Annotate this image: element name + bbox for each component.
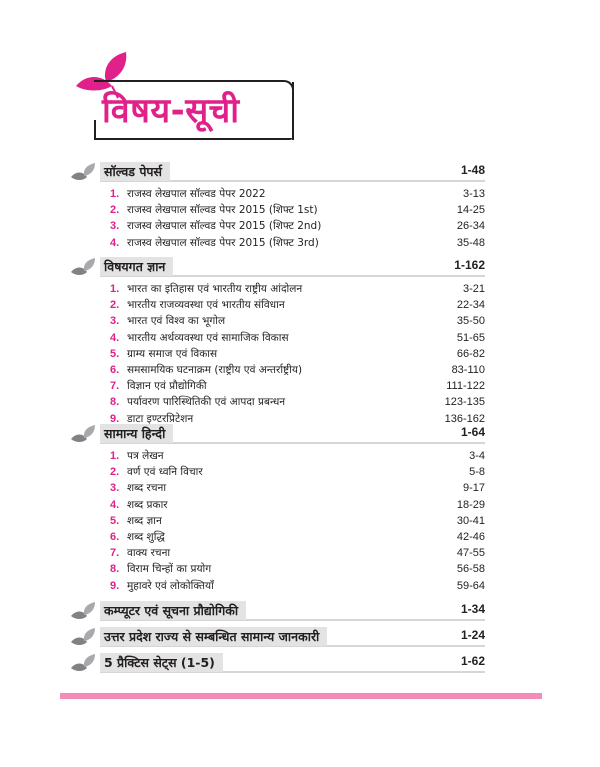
item-pages: 9-17 xyxy=(462,482,485,495)
section-title: 5 प्रैक्टिस सेट्स (1-5) xyxy=(100,653,223,672)
title-frame-bottom xyxy=(94,138,292,140)
item-number: 7. xyxy=(110,380,120,393)
toc-section-solved-papers xyxy=(68,161,488,251)
item-number: 9. xyxy=(110,579,120,592)
toc-item[interactable] xyxy=(68,497,488,513)
toc-item[interactable] xyxy=(68,545,488,561)
item-pages: 123-135 xyxy=(444,396,485,409)
item-pages: 59-64 xyxy=(456,579,485,592)
toc-section-computer xyxy=(68,600,488,622)
item-pages: 111-122 xyxy=(446,380,485,393)
item-number: 5. xyxy=(110,347,120,360)
section-pages: 1-24 xyxy=(460,628,485,642)
item-number: 4. xyxy=(110,498,120,511)
section-header[interactable] xyxy=(68,652,488,674)
item-pages: 3-13 xyxy=(462,188,485,200)
item-title: शब्द प्रकार xyxy=(127,498,168,511)
item-number: 7. xyxy=(110,547,120,560)
item-title: शब्द रचना xyxy=(127,482,167,495)
item-number: 3. xyxy=(110,220,120,233)
item-pages: 14-25 xyxy=(456,204,485,217)
toc-section-practice-sets xyxy=(68,652,488,674)
item-pages: 5-8 xyxy=(469,466,485,479)
item-pages: 47-55 xyxy=(456,547,485,560)
toc-item[interactable] xyxy=(68,346,488,362)
item-number: 3. xyxy=(110,315,120,328)
item-number: 3. xyxy=(110,482,120,495)
item-number: 4. xyxy=(110,236,120,249)
toc-item[interactable] xyxy=(68,313,488,329)
item-number: 4. xyxy=(110,331,120,344)
item-title: भारतीय अर्थव्यवस्था एवं सामाजिक विकास xyxy=(127,331,289,344)
leaf-icon xyxy=(70,628,96,648)
toc-item[interactable] xyxy=(68,464,488,480)
section-title: कम्प्यूटर एवं सूचना प्रौद्योगिकी xyxy=(100,601,246,620)
item-number: 2. xyxy=(110,466,120,479)
title-frame-right xyxy=(292,82,294,140)
leaf-icon xyxy=(70,602,96,622)
item-number: 2. xyxy=(110,204,120,217)
toc-item[interactable] xyxy=(68,378,488,394)
section-pages: 1-64 xyxy=(460,425,485,439)
item-title: पर्यावरण पारिस्थितिकी एवं आपदा प्रबन्धन xyxy=(127,396,286,409)
leaf-icon xyxy=(70,163,96,183)
item-title: राजस्व लेखपाल सॉल्वड पेपर 2015 (शिफ्ट 2nd) xyxy=(127,220,322,233)
item-number: 6. xyxy=(110,363,120,376)
item-title: भारत का इतिहास एवं भारतीय राष्ट्रीय आंदोलन xyxy=(127,283,303,295)
section-pages: 1-48 xyxy=(460,163,485,177)
toc-item[interactable] xyxy=(68,529,488,545)
item-pages: 3-21 xyxy=(462,283,485,295)
toc-section-general-hindi xyxy=(68,423,488,594)
item-title: वाक्य रचना xyxy=(127,547,171,560)
page-title: विषय-सूची xyxy=(102,91,240,131)
item-number: 1. xyxy=(110,450,120,462)
toc-title-block xyxy=(82,60,297,142)
toc-section-up-general-knowledge xyxy=(68,626,488,648)
item-number: 5. xyxy=(110,514,120,527)
item-pages: 30-41 xyxy=(456,514,485,527)
item-number: 6. xyxy=(110,530,120,543)
leaf-icon xyxy=(70,258,96,278)
item-number: 1. xyxy=(110,283,120,295)
item-number: 9. xyxy=(110,412,120,425)
item-pages: 51-65 xyxy=(456,331,485,344)
toc-item[interactable] xyxy=(68,235,488,251)
section-pages: 1-162 xyxy=(454,258,485,272)
toc-item[interactable] xyxy=(68,281,488,297)
footer-divider-bar xyxy=(60,693,542,699)
section-header[interactable] xyxy=(68,600,488,622)
toc-section-subject-knowledge xyxy=(68,256,488,427)
item-title: भारत एवं विश्व का भूगोल xyxy=(127,315,226,328)
item-pages: 83-110 xyxy=(451,363,485,376)
item-pages: 35-50 xyxy=(456,315,485,328)
item-pages: 66-82 xyxy=(456,347,485,360)
item-pages: 42-46 xyxy=(456,530,485,543)
item-pages: 22-34 xyxy=(456,299,485,312)
section-pages: 1-34 xyxy=(460,602,485,616)
section-title: विषयगत ज्ञान xyxy=(100,257,173,276)
item-pages: 56-58 xyxy=(456,563,485,576)
item-title: डाटा इण्टरप्रिटेशन xyxy=(127,412,194,425)
toc-item[interactable] xyxy=(68,394,488,410)
item-title: मुहावरे एवं लोकोक्तियाँ xyxy=(127,579,214,592)
item-pages: 136-162 xyxy=(444,412,485,425)
item-number: 8. xyxy=(110,563,120,576)
item-title: विराम चिन्हों का प्रयोग xyxy=(127,563,212,576)
item-pages: 3-4 xyxy=(469,450,485,462)
toc-item[interactable] xyxy=(68,297,488,313)
item-title: ग्राम्य समाज एवं विकास xyxy=(127,347,218,360)
item-number: 2. xyxy=(110,299,120,312)
toc-item[interactable] xyxy=(68,362,488,378)
item-title: समसामयिक घटनाक्रम (राष्ट्रीय एवं अन्तर्राष्ट्रीय) xyxy=(127,363,303,376)
section-header[interactable] xyxy=(68,626,488,648)
item-number: 1. xyxy=(110,188,120,200)
section-header[interactable] xyxy=(68,256,488,278)
toc-item[interactable] xyxy=(68,480,488,496)
item-pages: 26-34 xyxy=(456,220,485,233)
item-title: राजस्व लेखपाल सॉल्वड पेपर 2015 (शिफ्ट 1st) xyxy=(127,204,318,217)
item-title: राजस्व लेखपाल सॉल्वड पेपर 2022 xyxy=(127,188,266,200)
item-pages: 18-29 xyxy=(456,498,485,511)
item-title: शब्द शुद्धि xyxy=(127,530,165,543)
item-title: विज्ञान एवं प्रौद्योगिकी xyxy=(127,380,207,393)
item-title: शब्द ज्ञान xyxy=(127,514,162,527)
item-title: वर्ण एवं ध्वनि विचार xyxy=(127,466,203,479)
section-title: सामान्य हिन्दी xyxy=(100,424,173,443)
item-pages: 35-48 xyxy=(456,236,485,249)
section-pages: 1-62 xyxy=(460,654,485,668)
item-title: राजस्व लेखपाल सॉल्वड पेपर 2015 (शिफ्ट 3rd) xyxy=(127,236,319,249)
toc-item[interactable] xyxy=(68,561,488,577)
leaf-icon xyxy=(70,425,96,445)
toc-item[interactable] xyxy=(68,448,488,464)
section-header[interactable] xyxy=(68,423,488,445)
section-title: सॉल्वड पेपर्स xyxy=(100,162,170,181)
leaf-icon xyxy=(70,654,96,674)
item-number: 8. xyxy=(110,396,120,409)
toc-item[interactable] xyxy=(68,578,488,594)
section-header[interactable] xyxy=(68,161,488,183)
toc-item[interactable] xyxy=(68,202,488,218)
toc-item[interactable] xyxy=(68,513,488,529)
toc-item[interactable] xyxy=(68,218,488,234)
toc-item[interactable] xyxy=(68,186,488,202)
item-title: भारतीय राजव्यवस्था एवं भारतीय संविधान xyxy=(127,299,285,312)
section-title: उत्तर प्रदेश राज्य से सम्बन्धित सामान्य जानकारी xyxy=(100,627,327,646)
toc-item[interactable] xyxy=(68,330,488,346)
item-title: पत्र लेखन xyxy=(127,450,164,462)
